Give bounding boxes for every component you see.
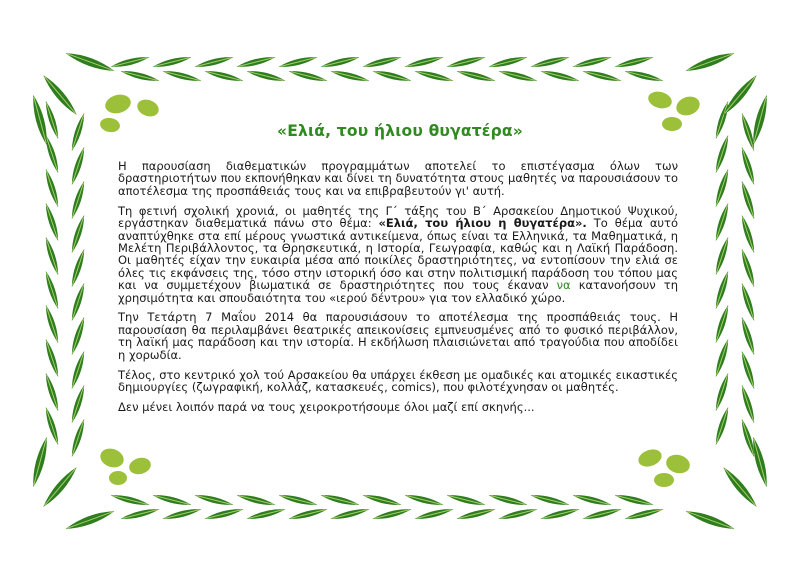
olive-leaf — [330, 68, 370, 83]
olive-leaf — [540, 68, 580, 83]
paragraph-3 — [118, 311, 678, 361]
olive-leaf — [713, 406, 731, 446]
olive-leaf — [162, 68, 202, 83]
olive-leaf — [713, 304, 731, 344]
olive-leaf — [320, 54, 360, 69]
olive-leaf — [456, 506, 496, 521]
olive-leaf — [572, 54, 612, 69]
olive-fruit — [103, 92, 133, 116]
olive-leaf — [713, 236, 731, 276]
olive-leaf — [204, 68, 244, 83]
olive-leaf — [246, 68, 286, 83]
olive-leaf — [713, 270, 731, 310]
olive-leaf — [152, 54, 192, 69]
olive-leaf — [162, 506, 202, 521]
olive-leaf — [713, 202, 731, 242]
paragraph-1 — [118, 160, 678, 197]
olive-leaf — [414, 506, 454, 521]
olive-leaf — [69, 350, 87, 390]
olive-leaf — [372, 506, 412, 521]
document-body — [118, 160, 678, 421]
olive-leaf — [204, 506, 244, 521]
olive-leaf — [69, 248, 87, 288]
paragraph-2-text-c: κατανοήσουν τη χρησιμότητα και σπουδαιότητα του «ιερού δέντρου» για τον ελλαδικό χώρο. — [118, 278, 678, 305]
olive-leaf — [110, 492, 150, 507]
paragraph-2-green-word: να — [556, 278, 571, 293]
olive-fruit — [646, 89, 673, 111]
olive-leaf — [530, 54, 570, 69]
olive-leaf — [739, 384, 757, 424]
olive-fruit — [664, 452, 692, 476]
olive-leaf — [614, 54, 654, 69]
paragraph-2-text-a: Τη φετινή σχολική χρονιά, οι μαθητές της Γ΄ τάξης του Β΄ Αρσακείου Δημοτικού Ψυχικού, εργάστηκαν διαθεματικά πάνω στο θέμα: — [118, 203, 678, 231]
paragraph-1-text: Η παρουσίαση διαθεματικών προγραμμάτων αποτελεί το επιστέγασμα όλων των δραστηριοτήτων που εκπονήθηκαν και δίνει τη δυνατότητα στους μαθητές να παρουσιάσουν το αποτέλεσμα της προσπάθειάς τους και να επιβραβευτούν γι' αυτή. — [118, 159, 678, 198]
olive-leaf — [684, 49, 736, 74]
olive-leaf — [43, 202, 61, 242]
olive-leaf — [404, 54, 444, 69]
olive-leaf — [29, 436, 50, 488]
olive-leaf — [446, 54, 486, 69]
olive-leaf — [69, 214, 87, 254]
olive-leaf — [739, 350, 757, 390]
olive-fruit — [674, 93, 703, 118]
olive-leaf — [288, 506, 328, 521]
olive-leaf — [739, 146, 757, 186]
olive-leaf — [69, 282, 87, 322]
olive-leaf — [624, 68, 664, 83]
olive-leaf — [69, 418, 87, 458]
olive-leaf — [43, 270, 61, 310]
olive-leaf — [713, 372, 731, 412]
paragraph-5 — [118, 401, 678, 413]
olive-leaf — [43, 372, 61, 412]
olive-leaf — [236, 54, 276, 69]
olive-leaf — [246, 506, 286, 521]
olive-leaf — [456, 68, 496, 83]
olive-fruit — [654, 473, 674, 487]
olive-leaf — [40, 73, 80, 118]
paragraph-4-text: Τέλος, στο κεντρικό χολ τού Αρσακείου θα υπάρχει έκθεση με ομαδικές και ατομικές εικαστικές δημιουργίες (ζωγραφική, κολλάζ, κατασκευές, comics), που φιλοτέχνησαν οι μαθητές. — [118, 367, 678, 394]
olive-leaf — [40, 465, 80, 510]
olive-leaf — [582, 506, 622, 521]
olive-leaf — [120, 68, 160, 83]
olive-leaf — [720, 73, 760, 118]
olive-leaf — [720, 465, 760, 510]
olive-leaf — [498, 68, 538, 83]
olive-leaf — [404, 492, 444, 507]
olive-leaf — [236, 492, 276, 507]
olive-leaf — [278, 492, 318, 507]
olive-leaf — [43, 338, 61, 378]
olive-leaf — [540, 506, 580, 521]
olive-leaf — [362, 492, 402, 507]
olive-leaf — [43, 168, 61, 208]
olive-leaf — [120, 506, 160, 521]
olive-leaf — [739, 214, 757, 254]
olive-leaf — [43, 304, 61, 344]
olive-leaf — [69, 316, 87, 356]
olive-leaf — [152, 492, 192, 507]
olive-leaf — [278, 54, 318, 69]
olive-leaf — [372, 68, 412, 83]
paragraph-2 — [118, 205, 678, 304]
olive-leaf — [43, 236, 61, 276]
paragraph-3-text: Την Τετάρτη 7 Μαΐου 2014 θα παρουσιάσουν το αποτέλεσμα της προσπάθειάς τους. Η παρουσίαση θα περιλαμβάνει θεατρικές απεικονίσεις εμπνευσμένες από το φυσικό περιβάλλον, τη λαϊκή μας παράδοση και την ιστορία. Η εκδήλωση πλαισιώνεται από τραγούδια που αποδίδει η χορωδία. — [118, 310, 678, 362]
olive-leaf — [69, 146, 87, 186]
olive-leaf — [64, 49, 116, 74]
paragraph-5-text: Δεν μένει λοιπόν παρά να τους χειροκροτήσουμε όλοι μαζί επί σκηνής... — [118, 399, 535, 414]
olive-leaf — [713, 168, 731, 208]
olive-fruit — [98, 445, 127, 470]
olive-leaf — [194, 54, 234, 69]
olive-leaf — [684, 507, 736, 532]
olive-leaf — [110, 54, 150, 69]
olive-leaf — [739, 180, 757, 220]
olive-leaf — [739, 248, 757, 288]
olive-leaf — [362, 54, 402, 69]
olive-fruit — [636, 446, 664, 469]
olive-leaf — [572, 492, 612, 507]
olive-leaf — [530, 492, 570, 507]
olive-leaf — [69, 384, 87, 424]
olive-leaf — [488, 54, 528, 69]
olive-leaf — [624, 506, 664, 521]
document-title: «Ελιά, του ήλιου θυγατέρα» — [277, 122, 523, 140]
paragraph-4 — [118, 369, 678, 394]
olive-leaf — [414, 68, 454, 83]
olive-leaf — [582, 68, 622, 83]
olive-leaf — [713, 134, 731, 174]
olive-leaf — [446, 492, 486, 507]
olive-leaf — [488, 492, 528, 507]
olive-fruit — [135, 97, 161, 120]
olive-fruit — [127, 455, 152, 476]
olive-leaf — [64, 507, 116, 532]
olive-leaf — [739, 316, 757, 356]
olive-leaf — [713, 338, 731, 378]
olive-leaf — [330, 506, 370, 521]
olive-leaf — [498, 506, 538, 521]
olive-leaf — [739, 282, 757, 322]
olive-leaf — [288, 68, 328, 83]
paragraph-2-text-b: Το θέμα αυτό αναπτύχθηκε στα επί μέρους γνωστικά αντικείμενα, όπως είναι τα Ελληνικά, τα Μαθηματικά, η Μελέτη Περιβάλλοντος, τα Θρησκευτικά, η Ιστορία, Γεωγραφία, καθώς και η Λαϊκή Παράδοση. Οι μαθητές είχαν την ευκαιρία μέσα από ποικίλες δραστηριότητες, να εντοπίσουν την ελιά σε όλες τις εκφάνσεις της, τόσο στην ιστορική όσο και στην πολιτισμική παράδοση του τόπου μας και να συμμετέχουν βιωματικά σε δραστηριότητες που τους έκαναν — [118, 216, 679, 293]
olive-leaf — [69, 180, 87, 220]
olive-fruit — [109, 471, 127, 485]
olive-leaf — [614, 492, 654, 507]
olive-leaf — [320, 492, 360, 507]
theme-title-bold: «Ελιά, του ήλιου η θυγατέρα». — [378, 216, 587, 231]
olive-leaf — [194, 492, 234, 507]
